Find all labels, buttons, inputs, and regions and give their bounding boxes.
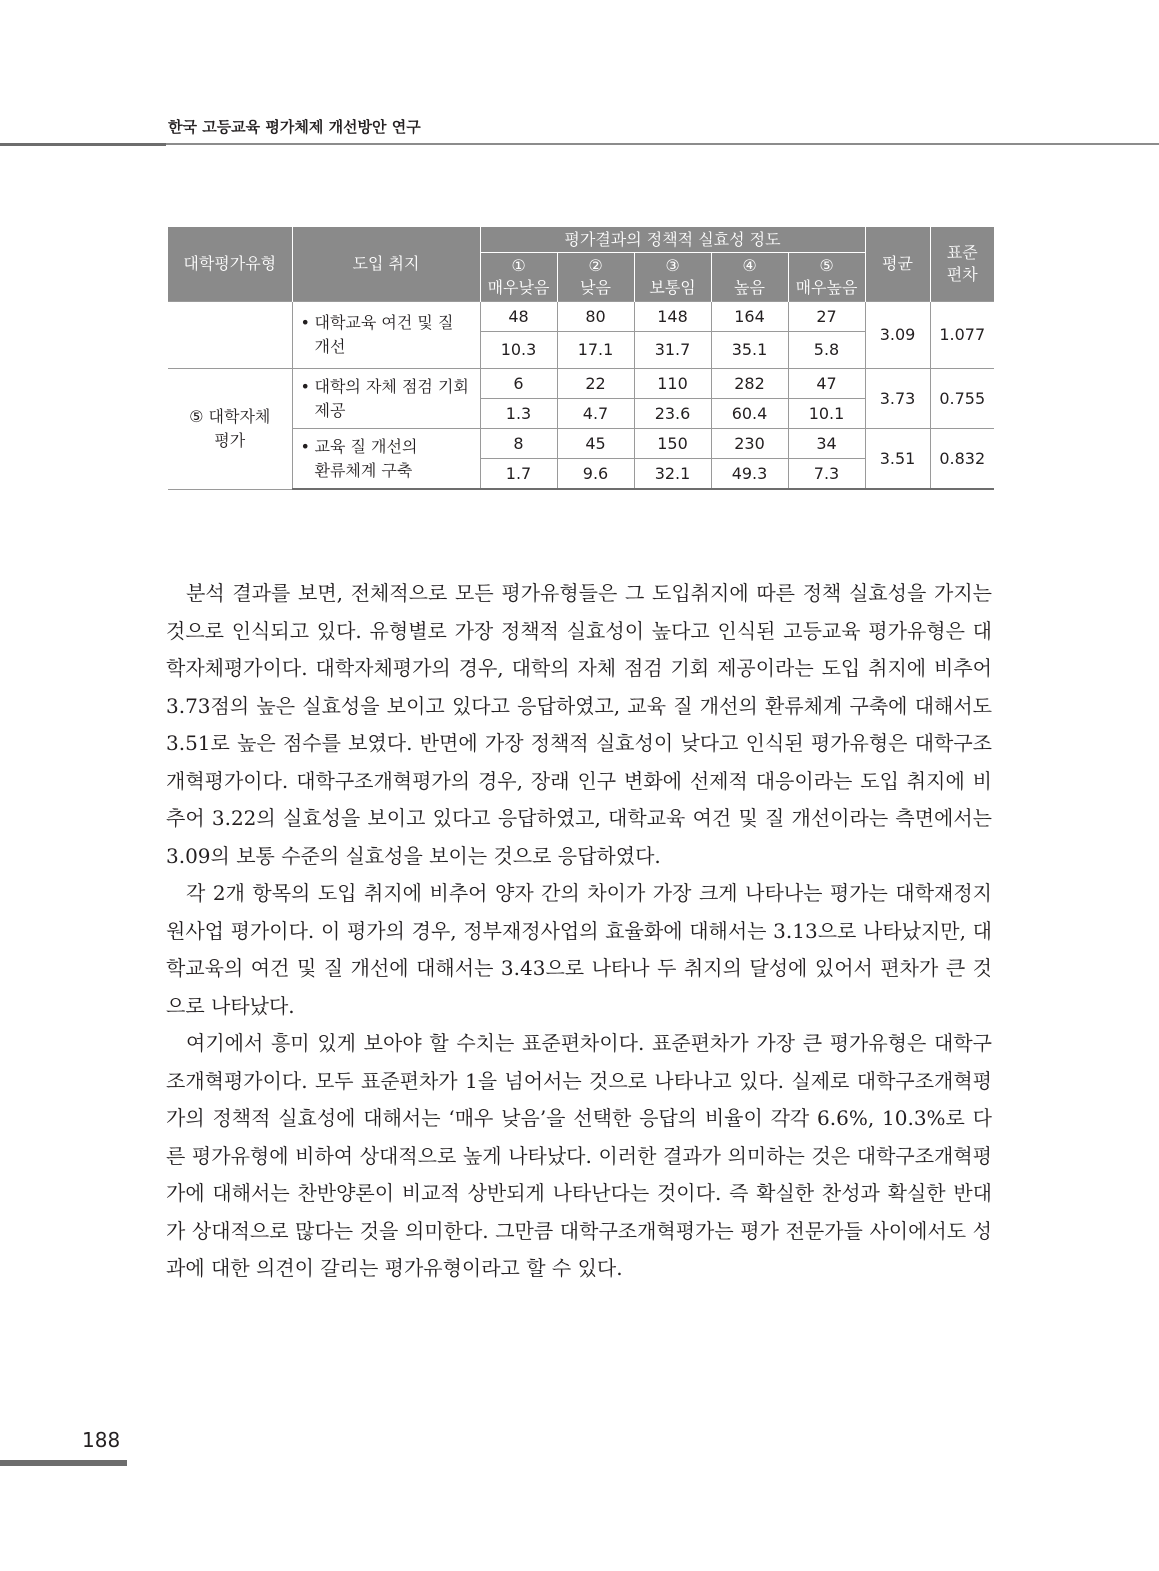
percent-cell: 35.1 xyxy=(711,332,788,369)
scale-label: 높음 xyxy=(734,278,765,297)
sd-cell: 0.755 xyxy=(930,369,994,429)
count-cell: 8 xyxy=(480,429,557,459)
count-cell: 34 xyxy=(788,429,865,459)
count-cell: 48 xyxy=(480,302,557,332)
purpose-cell xyxy=(292,369,480,429)
type-cell-empty xyxy=(168,302,292,369)
count-cell: 27 xyxy=(788,302,865,332)
purpose-line1: 교육 질 개선의 xyxy=(314,436,418,456)
count-cell: 45 xyxy=(557,429,634,459)
count-cell: 110 xyxy=(634,369,711,399)
mean-cell: 3.73 xyxy=(865,369,930,429)
header-sd-line1: 표준 xyxy=(946,243,978,262)
scale-label: 매우낮음 xyxy=(487,278,550,297)
sd-cell: 0.832 xyxy=(930,429,994,490)
scale-number: ① xyxy=(511,256,526,275)
paragraph: 각 2개 항목의 도입 취지에 비추어 양자 간의 차이가 가장 크게 나타나는 평가는 대학재정지원사업 평가이다. 이 평가의 경우, 정부재정사업의 효율화에 대해서는 3.13으로 나타났지만, 대학교육의 여건 및 질 개선에 대해서는 3.43으로 나타나 두 취지의 달성에 있어서 편차가 큰 것으로 나타났다. xyxy=(166,881,992,1018)
scale-number: ② xyxy=(588,256,603,275)
percent-cell: 60.4 xyxy=(711,399,788,429)
count-cell: 148 xyxy=(634,302,711,332)
percent-cell: 31.7 xyxy=(634,332,711,369)
percent-cell: 10.1 xyxy=(788,399,865,429)
body-text xyxy=(166,575,992,1288)
percent-cell: 23.6 xyxy=(634,399,711,429)
paragraph: 여기에서 흥미 있게 보아야 할 수치는 표준편차이다. 표준편차가 가장 큰 평가유형은 대학구조개혁평가이다. 모두 표준편차가 1을 넘어서는 것으로 나타나고 있다. 실제로 대학구조개혁평가의 정책적 실효성에 대해서는 ‘매우 낮음’을 선택한 응답의 비율이 각각 6.6%, 10.3%로 다른 평가유형에 비하여 상대적으로 높게 나타났다. 이러한 결과가 의미하는 것은 대학구조개혁평가에 대해서는 찬반양론이 비교적 상반되게 나타난다는 것이다. 즉 확실한 찬성과 확실한 반대가 상대적으로 많다는 것을 의미한다. 그만큼 대학구조개혁평가는 평가 전문가들 사이에서도 성과에 대한 의견이 갈리는 평가유형이라고 할 수 있다. xyxy=(166,1031,992,1280)
purpose-line1: 대학교육 여건 및 질 xyxy=(314,313,454,332)
mean-cell: 3.09 xyxy=(865,302,930,369)
count-cell: 47 xyxy=(788,369,865,399)
header-scale-4 xyxy=(711,253,788,302)
scale-number: ⑤ xyxy=(819,256,834,275)
header-scale-1 xyxy=(480,253,557,302)
count-cell: 150 xyxy=(634,429,711,459)
percent-cell: 1.7 xyxy=(480,459,557,490)
header-mean: 평균 xyxy=(865,227,930,302)
percent-cell: 1.3 xyxy=(480,399,557,429)
page-number: 188 xyxy=(82,1428,121,1452)
purpose-line2: 개선 xyxy=(314,337,346,356)
purpose-line2: 환류체계 구축 xyxy=(314,460,413,480)
count-cell: 80 xyxy=(557,302,634,332)
scale-label: 매우높음 xyxy=(795,278,858,297)
header-scale-3 xyxy=(634,253,711,302)
count-cell: 6 xyxy=(480,369,557,399)
percent-cell: 7.3 xyxy=(788,459,865,490)
table-row xyxy=(168,302,994,332)
type-label-line1: ⑤ 대학자체 xyxy=(189,406,271,426)
bullet-icon: • xyxy=(300,436,310,456)
header-scale-2 xyxy=(557,253,634,302)
purpose-cell xyxy=(292,429,480,490)
scale-number: ④ xyxy=(742,256,757,275)
header-effectiveness: 평가결과의 정책적 실효성 정도 xyxy=(480,227,865,253)
scale-label: 보통임 xyxy=(649,278,696,297)
header-rule-accent xyxy=(0,143,166,146)
running-title: 한국 고등교육 평가체제 개선방안 연구 xyxy=(168,118,421,136)
bullet-icon: • xyxy=(300,376,310,396)
count-cell: 164 xyxy=(711,302,788,332)
table-row xyxy=(168,429,994,459)
header-scale-5 xyxy=(788,253,865,302)
percent-cell: 5.8 xyxy=(788,332,865,369)
percent-cell: 10.3 xyxy=(480,332,557,369)
type-label-line2: 평가 xyxy=(214,430,246,450)
footer-rule xyxy=(0,1460,127,1466)
bullet-icon: • xyxy=(300,313,310,332)
percent-cell: 32.1 xyxy=(634,459,711,490)
percent-cell: 17.1 xyxy=(557,332,634,369)
percent-cell: 49.3 xyxy=(711,459,788,490)
purpose-line1: 대학의 자체 점검 기회 xyxy=(314,376,469,396)
scale-label: 낮음 xyxy=(580,278,611,297)
table-row xyxy=(168,369,994,399)
sd-cell: 1.077 xyxy=(930,302,994,369)
header-sd-line2: 편차 xyxy=(946,265,978,284)
effectiveness-table xyxy=(168,227,994,490)
header-purpose: 도입 취지 xyxy=(292,227,480,302)
purpose-line2: 제공 xyxy=(314,400,346,420)
purpose-cell xyxy=(292,302,480,369)
type-cell xyxy=(168,369,292,490)
percent-cell: 4.7 xyxy=(557,399,634,429)
count-cell: 230 xyxy=(711,429,788,459)
paragraph: 분석 결과를 보면, 전체적으로 모든 평가유형들은 그 도입취지에 따른 정책 실효성을 가지는 것으로 인식되고 있다. 유형별로 가장 정책적 실효성이 높다고 인식된 고등교육 평가유형은 대학자체평가이다. 대학자체평가의 경우, 대학의 자체 점검 기회 제공이라는 도입 취지에 비추어 3.73점의 높은 실효성을 보이고 있다고 응답하였고, 교육 질 개선의 환류체계 구축에 대해서도 3.51로 높은 점수를 보였다. 반면에 가장 정책적 실효성이 낮다고 인식된 평가유형은 대학구조개혁평가이다. 대학구조개혁평가의 경우, 장래 인구 변화에 선제적 대응이라는 도입 취지에 비추어 3.22의 실효성을 보이고 있다고 응답하였고, 대학교육 여건 및 질 개선이라는 측면에서는 3.09의 보통 수준의 실효성을 보이는 것으로 응답하였다. xyxy=(166,581,992,868)
header-rule xyxy=(0,143,1159,145)
count-cell: 22 xyxy=(557,369,634,399)
percent-cell: 9.6 xyxy=(557,459,634,490)
mean-cell: 3.51 xyxy=(865,429,930,490)
header-type: 대학평가유형 xyxy=(168,227,292,302)
count-cell: 282 xyxy=(711,369,788,399)
scale-number: ③ xyxy=(665,256,680,275)
header-sd xyxy=(930,227,994,302)
